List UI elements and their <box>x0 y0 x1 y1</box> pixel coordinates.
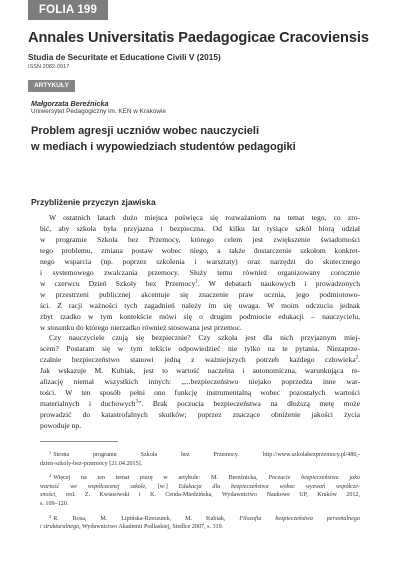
footnote-line <box>40 513 360 524</box>
folia-badge: FOLIA 199 <box>28 0 108 20</box>
text-line: w przestrzeni publicznej akcentuje się znaczenie praw ucznia, jego podmiotowo- <box>40 289 360 299</box>
text-line: bić, aby szkoła była przyjazna i bezpieczna. Od kilku lat tysiące szkół biorą udział <box>40 223 360 233</box>
footnote-divider <box>40 441 118 442</box>
footnote-number: 3 <box>49 513 52 519</box>
text-run: czalnie bezpieczeństwo stanowi jedną z ważniejszych potrzeb każdego człowieka <box>40 355 356 365</box>
footnote-ref[interactable]: 3 <box>135 399 138 405</box>
footnotes <box>40 449 360 536</box>
footnote <box>40 472 360 508</box>
text-line: zbyt rzadko w tym kontekście mówi się o drugim podmiocie edukacji – nauczycielu, <box>40 311 360 321</box>
footnote-line <box>40 491 360 500</box>
footnote-line <box>40 472 360 483</box>
footnote-ref[interactable]: 1 <box>195 279 198 285</box>
text-run: ”. Brak poczucia bezpieczeństwa na dłuższą metę może <box>137 399 360 409</box>
article-title-line: Problem agresji uczniów wobec nauczycieli <box>31 125 260 137</box>
text-line <box>40 355 360 366</box>
text-run: Strona programu Szkoła bez Przemocy. http://www.szkolabezprzemocy.pl/480,- <box>53 452 360 458</box>
footnote-line <box>40 449 360 460</box>
text-line: Czy nauczyciele czują się bezpiecznie? Czy szkoła jest dla nich przyjaznym miej- <box>49 333 360 343</box>
text-line <box>40 399 360 410</box>
footnote-number: 2 <box>49 473 52 479</box>
cited-title: wartość we współczesnej szkole, <box>40 483 147 490</box>
article-title-line: w mediach i wypowiedziach studentów pedagogiki <box>31 140 296 153</box>
cited-title: sności, <box>40 492 57 499</box>
footnote-line: dzien-szkoly-bez-przemocy [21.04.2015]. <box>40 460 143 467</box>
author-name: Małgorzata Bereźnicka <box>31 99 109 108</box>
text-line: w stosunku do którego nierzadko również stosowana jest przemoc. <box>40 322 242 332</box>
section-tag: ARTYKUŁY <box>28 80 75 92</box>
author-affiliation: Uniwersytet Pedagogiczny im. KEN w Krakowie <box>31 108 166 115</box>
text-line <box>40 279 360 290</box>
text-line: i systemowego zwalczania przemocy. Służy temu również organizowany corocznie <box>40 267 360 277</box>
text-run: . <box>358 355 360 365</box>
text-line: ści. Z racji ważności tych zagadnień należy im się uwaga. W moim odczuciu jednak <box>40 300 360 310</box>
cited-title: Poczucie bezpieczeństwa jako <box>268 475 360 482</box>
text-line: powoduje np. <box>40 421 82 431</box>
journal-title: Annales Universitatis Paedagogicae Cracoviensis <box>28 30 369 46</box>
footnote-line <box>40 483 360 492</box>
text-line: scem? Postaram się w tym tekście odpowiedzieć nie tylko na te pytania. Niezaprze- <box>40 344 360 354</box>
section-heading: Przybliżenie przyczyn zjawiska <box>31 197 156 207</box>
text-line: W ostatnich latach dużo miejsca poświęca się rozważaniom na temat tego, co zro- <box>49 213 360 222</box>
text-line: tego problemu, zmiana postaw wobec niego, a także dostarczenie szkołom konkret- <box>40 245 360 255</box>
text-line: nego wsparcia (np. poprzez szkolenia i warsztaty) oraz narzędzi do skutecznego <box>40 256 360 266</box>
text-run: . W debatach naukowych i prowadzonych <box>197 278 360 288</box>
text-line: alizację niemal wszystkich innych: „...bezpieczeństwo niejako poprzedza inne war- <box>40 377 360 387</box>
journal-subtitle: Studia de Securitate et Educatione Civili V (2015) <box>28 52 221 62</box>
footnote-ref[interactable]: 2 <box>355 355 359 361</box>
cited-title: Filozofia bezpieczeństwa personalnego <box>239 515 360 522</box>
cited-title: Edukacja dla bezpieczeństwa wobec wyzwań współcze- <box>178 483 360 490</box>
footnote-line: s. 109–120. <box>40 500 69 507</box>
body-text <box>40 213 360 432</box>
text-run: [w:] <box>157 483 168 490</box>
footnote <box>40 513 360 532</box>
text-line: Jak wskazuje M. Kubiak, jest to wartość naczelna i autonomiczna, warunkująca re- <box>40 366 360 376</box>
text-line: w programie Szkoła bez Przemocy, którego celem jest zwiększenie świadomości <box>40 234 360 244</box>
article-title <box>31 124 371 155</box>
footnote-number: 1 <box>49 450 52 455</box>
footnote-line <box>40 523 360 532</box>
text-run: red. Z. Kwiasowski i K. Cenda-Miedzińska, Wydawnictwo Naukowe UP, Kraków 2012, <box>66 492 360 499</box>
text-line: tości. W ten sposób pełni ono funkcję instrumentalną wobec pozostałych wartości <box>40 388 360 398</box>
text-run: Wydawnictwo Akademii Podlaskiej, Siedlce 2007, s. 319. <box>82 524 224 531</box>
text-run: w czerwcu Dzień Szkoły bez Przemocy <box>40 278 196 288</box>
footnote <box>40 449 360 468</box>
text-run: Więcej na ten temat piszę w artykule: M. Bereźnicka, <box>53 475 258 482</box>
text-line: prowadzić do katastrofalnych skutków; poprzez znaczące obniżenie jakości życia <box>40 410 360 420</box>
text-run: materialnych i duchowych <box>40 399 136 409</box>
issn: ISSN 2082-0917 <box>28 64 70 70</box>
text-run: R. Rosa, M. Lipińska-Rzeszutek, M. Kubiak, <box>53 515 226 522</box>
cited-title: i strukturalnego, <box>40 524 81 531</box>
